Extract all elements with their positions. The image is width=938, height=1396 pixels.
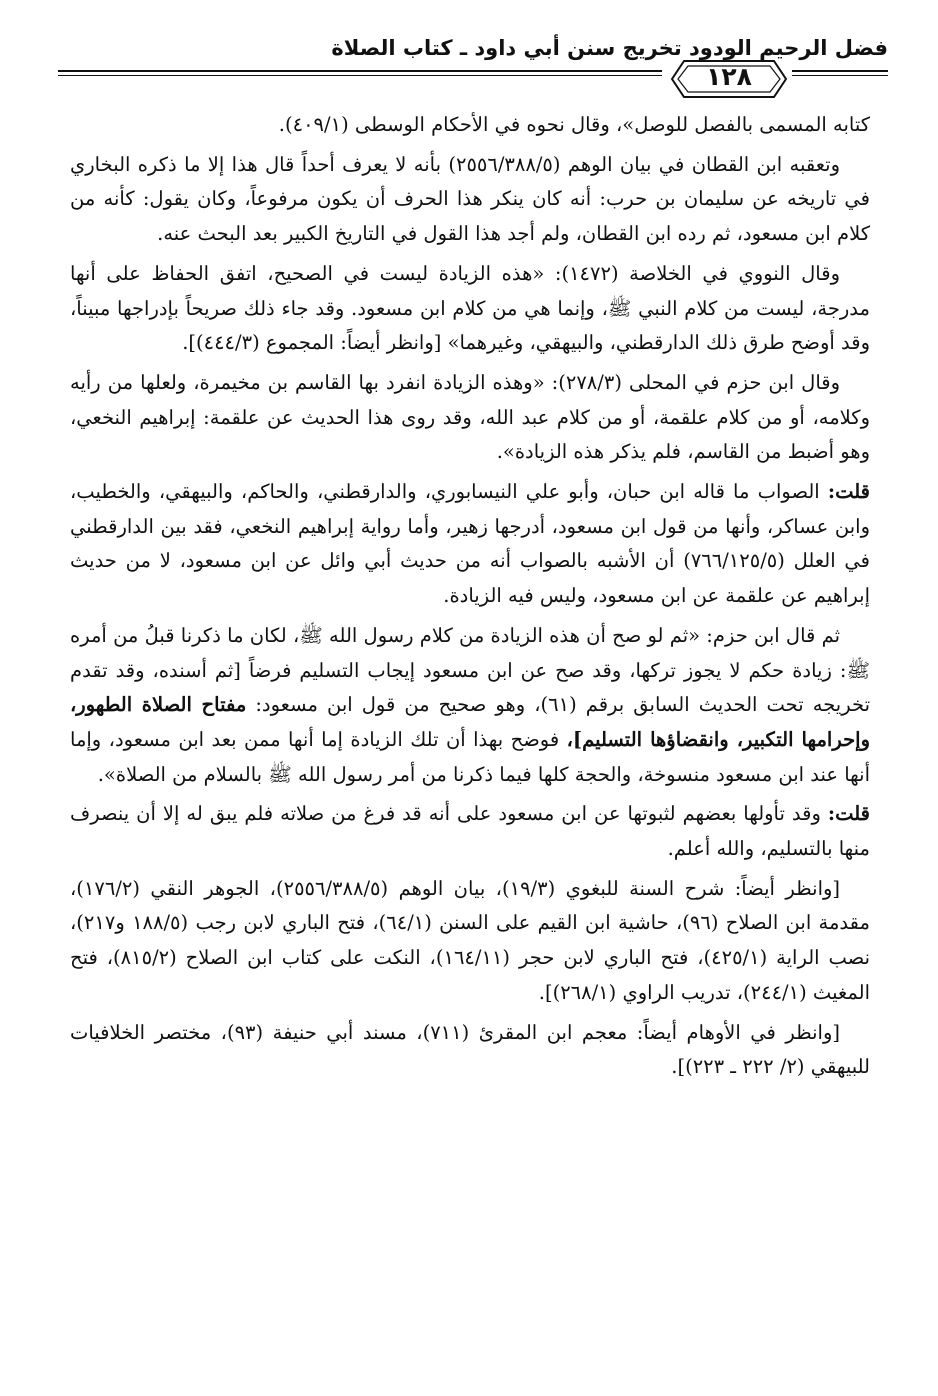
paragraph-4: وقال ابن حزم في المحلى (٢٧٨/٣): «وهذه الزيادة انفرد بها القاسم بن مخيمرة، ولعلها من رأيه وكلامه، أو من كلام علقمة، أو من كلام عبد الله، وقد روى هذا الحديث عن علقمة: إبراهيم النخعي، وهو أضبط من القاسم، فلم يذكر هذه الزيادة». bbox=[70, 370, 870, 464]
qult-label: قلت: bbox=[827, 802, 870, 826]
header-rule-right bbox=[792, 70, 888, 76]
page-body bbox=[70, 108, 870, 1356]
page-header bbox=[58, 34, 888, 104]
paragraph-8: [وانظر أيضاً: شرح السنة للبغوي (١٩/٣)، بيان الوهم (٢٥٥٦/٣٨٨/٥)، الجوهر النقي (١٧٦/٢)، مقدمة ابن الصلاح (٩٦)، حاشية ابن القيم على السنن (٦٤/١)، فتح الباري لابن رجب (١٨٨/٥ و٢١٧)، نصب الراية (٤٢٥/١)، فتح الباري لابن حجر (١٦٤/١١)، النكت على كتاب ابن الصلاح (٨١٥/٢)، فتح المغيث (٢٤٤/١)، تدريب الراوي (٢٦٨/١)]. bbox=[70, 876, 870, 1004]
paragraph-9: [وانظر في الأوهام أيضاً: معجم ابن المقرئ (٧١١)، مسند أبي حنيفة (٩٣)، مختصر الخلافيات للبيهقي (٢/ ٢٢٢ ـ ٢٢٣)]. bbox=[70, 1020, 870, 1079]
paragraph-5 bbox=[70, 475, 870, 614]
qult-label: قلت: bbox=[827, 480, 870, 504]
paragraph-6-bold-quote: مفتاح الصلاة الطهور، وإحرامها التكبير، وانقضاؤها التسليم]، bbox=[70, 693, 870, 751]
paragraph-5-text: الصواب ما قاله ابن حبان، وأبو علي النيسابوري، والدارقطني، والحاكم، والبيهقي، والخطيب، وابن عساكر، وأنها من قول ابن مسعود، أدرجها زهير، وأما رواية إبراهيم النخعي، فقد بين الدارقطني في العلل (٧٦٦/١٢٥/٥) أن الأشبه بالصواب أنه من حديث أبي وائل عن ابن مسعود، لا من حديث إبراهيم عن علقمة عن ابن مسعود، وليس فيه الزيادة. bbox=[70, 480, 871, 608]
page-number-badge bbox=[670, 58, 788, 100]
paragraph-2: وتعقبه ابن القطان في بيان الوهم (٢٥٥٦/٣٨٨/٥) بأنه لا يعرف أحداً قال هذا إلا ما ذكره البخاري في تاريخه عن سليمان بن حرب: أنه كان ينكر هذا الحرف أن يكون مرفوعاً، وكان يقول: كأنه من كلام ابن مسعود، ثم رده ابن القطان، ولم أجد هذا القول في التاريخ الكبير بعد البحث عنه. bbox=[70, 152, 870, 246]
paragraph-6-text-c: فوضح بهذا أن تلك الزيادة إما أنها ممن بعد ابن مسعود، وإما أنها عند ابن مسعود منسوخة، والحجة كلها فيما ذكرنا من أمر رسول الله ﷺ بالسلام من الصلاة». bbox=[70, 727, 870, 786]
paragraph-6-text-a: ثم قال ابن حزم: «ثم لو صح أن هذه الزيادة من كلام رسول الله ﷺ، لكان ما ذكرنا قبلُ من أمره ﷺ: زيادة حكم لا يجوز تركها، وقد صح عن ابن مسعود إيجاب التسليم فرضاً [ثم أسنده، وقد تقدم تخريجه تحت الحديث السابق برقم (٦١)، وهو صحيح من قول ابن مسعود: bbox=[70, 623, 870, 717]
paragraph-7-text: وقد تأولها بعضهم لثبوتها عن ابن مسعود على أنه قد فرغ من صلاته فلم يبق له إلا أن ينصرف منها بالتسليم، والله أعلم. bbox=[70, 802, 870, 861]
paragraph-7 bbox=[70, 797, 870, 866]
paragraph-3: وقال النووي في الخلاصة (١٤٧٢): «هذه الزيادة ليست في الصحيح، اتفق الحفاظ على أنها مدرجة، ليست من كلام النبي ﷺ، وإنما هي من كلام ابن مسعود. وقد جاء ذلك صريحاً بإدراجها مبيناً، وقد أوضح طرق ذلك الدارقطني، والبيهقي، وغيرهما» [وانظر أيضاً: المجموع (٤٤٤/٣)]. bbox=[70, 261, 870, 355]
running-title: فضل الرحيم الودود تخريج سنن أبي داود ـ كتاب الصلاة bbox=[331, 36, 888, 60]
page-number: ١٢٨ bbox=[706, 62, 752, 91]
paragraph-6 bbox=[70, 619, 870, 793]
header-rule-left bbox=[58, 70, 662, 76]
paragraph-1: كتابه المسمى بالفصل للوصل»، وقال نحوه في الأحكام الوسطى (٤٠٩/١). bbox=[278, 113, 870, 136]
